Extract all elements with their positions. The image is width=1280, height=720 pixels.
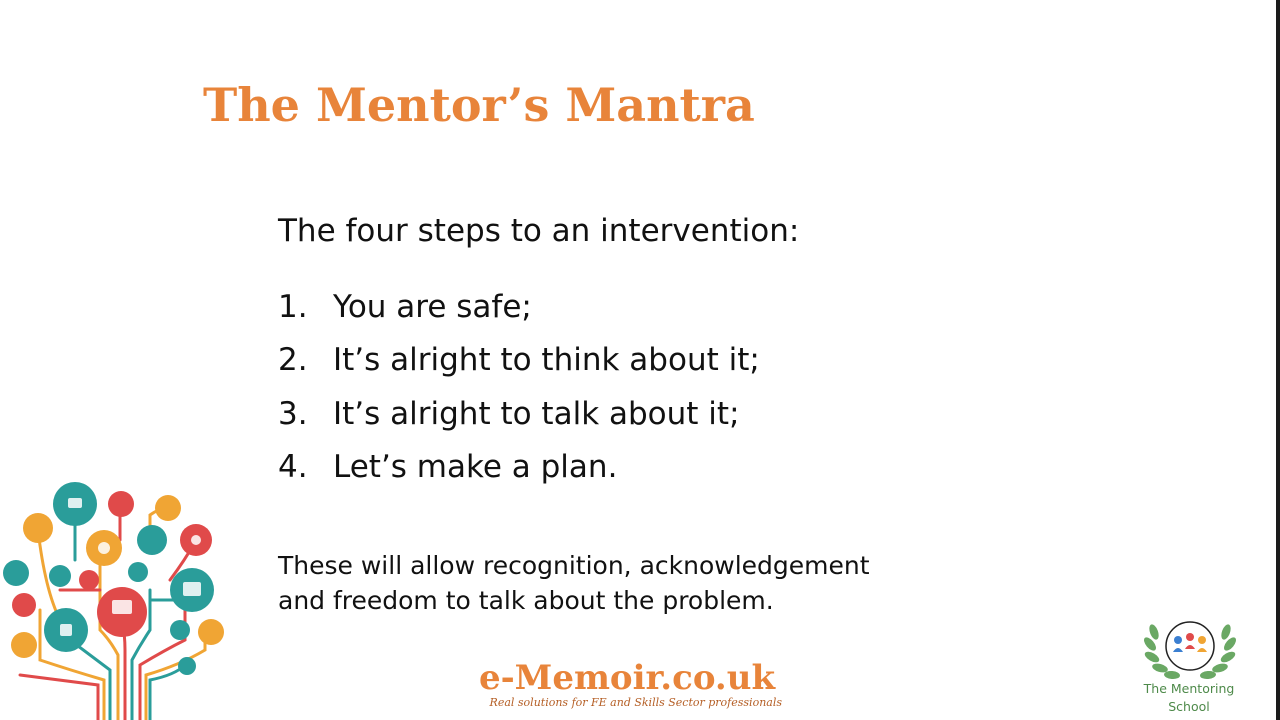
list-item (278, 387, 760, 441)
step-text: Let’s make a plan. (333, 449, 618, 486)
intro-text: The four steps to an intervention: (278, 213, 800, 249)
list-item (278, 280, 760, 334)
brand-logo (472, 660, 782, 709)
list-item (278, 334, 760, 388)
brand-name: e-Memoir.co.uk (478, 658, 776, 698)
closing-line-1: These will allow recognition, acknowledgement (278, 551, 870, 580)
window-edge (1276, 0, 1280, 720)
slide-title: The Mentor’s Mantra (203, 78, 755, 132)
laurel-wreath-logo-icon (1140, 612, 1240, 682)
education-tree-illustration-icon (0, 480, 235, 720)
brand-tagline: Real solutions for FE and Skills Sector professionals (489, 696, 782, 709)
list-item (278, 441, 760, 495)
school-name-line-2: School (1168, 699, 1210, 714)
step-number: 3. (278, 395, 308, 432)
closing-text (278, 548, 870, 618)
step-text: It’s alright to talk about it; (333, 395, 740, 432)
step-number: 2. (278, 342, 308, 379)
steps-list (278, 280, 760, 494)
school-name (1128, 680, 1250, 716)
closing-line-2: and freedom to talk about the problem. (278, 586, 774, 615)
step-text: It’s alright to think about it; (333, 342, 760, 379)
step-text: You are safe; (333, 288, 532, 325)
step-number: 4. (278, 449, 308, 486)
step-number: 1. (278, 288, 308, 325)
school-name-line-1: The Mentoring (1143, 681, 1235, 696)
